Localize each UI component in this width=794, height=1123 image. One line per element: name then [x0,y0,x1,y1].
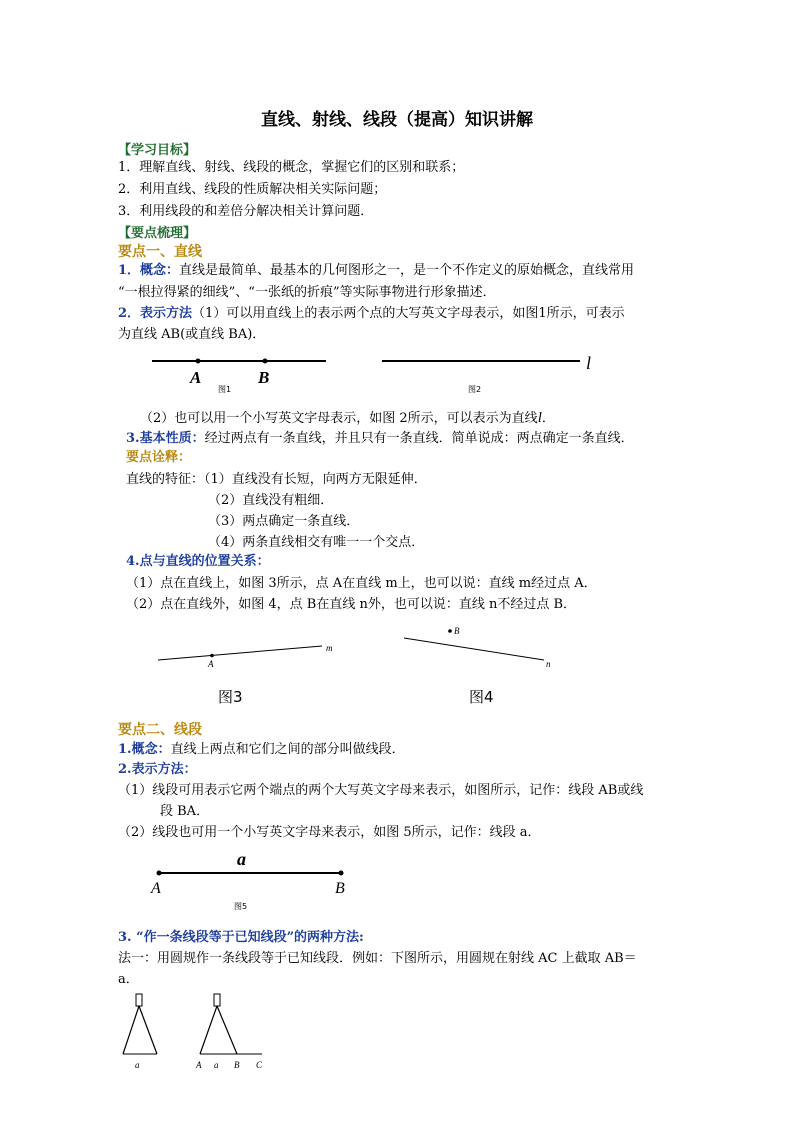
fig3-line-label: m [326,643,333,653]
fig5-caption: 图5 [234,902,248,911]
label-endpoint-b: B [335,880,345,897]
method1-text-2: a． [118,972,139,987]
concept-label: 1．概念： [118,263,180,278]
label-seg-a: a [237,849,246,869]
compass-leg-1a [123,1006,139,1054]
goal-item: 3．利用线段的和差倍分解决相关计算问题． [118,204,374,219]
goal-item: 1．理解直线、射线、线段的概念，掌握它们的区别和联系； [118,160,465,175]
summary-header: 【要点梳理】 [118,226,197,241]
note-label: 要点诠释： [126,450,192,465]
section-heading-segment: 要点二、线段 [118,722,202,738]
fig3-caption: 图3 [218,688,243,706]
property-label: 3.基本性质： [126,431,205,446]
method1-text: 法一：用圆规作一条线段等于已知线段．例如：下图所示，用圆规在射线 AC 上截取 AB＝ [118,951,637,966]
features-intro: 直线的特征：（1）直线没有长短，向两方无限延伸． [126,472,427,487]
seg-concept-label: 1.概念： [118,742,171,757]
fig4-point-label: B [454,626,460,636]
repr-line [118,304,625,324]
concept-text: 直线是最简单、最基本的几何图形之一，是一个不作定义的原始概念，直线常用 [179,263,635,278]
repr-text: （1）可以用直线上的表示两个点的大写英文字母表示，如图1所示，可表示 [192,306,625,321]
compass-label: B [234,1060,240,1070]
method-label: 3. “作一条线段等于已知线段”的两种方法: [118,930,364,945]
seg-concept-line [118,740,405,760]
compass-leg-2b [217,1006,237,1054]
relation-label: 4.点与直线的位置关系： [126,554,270,569]
goals-header: 【学习目标】 [118,143,197,158]
property-line [126,429,634,449]
seg-repr-item: （1）线段可用表示它两个端点的两个大写英文字母来表示，如图所示，记作：线段 AB或线 [118,783,644,798]
goal-item: 2．利用直线、线段的性质解决相关实际问题； [118,182,387,197]
seg-concept-text: 直线上两点和它们之间的部分叫做线段． [170,742,405,757]
seg-repr-item: 段 BA． [160,804,210,819]
line-m [158,646,322,660]
line-n [404,638,544,660]
figure-3-4 [150,620,570,675]
feature-item: （2）直线没有粗细． [208,493,334,508]
concept-text-2: “一根拉得紧的细线”、“一张纸的折痕”等实际事物进行形象描述． [118,285,496,300]
compass-label: A [196,1060,202,1070]
feature-item: （4）两条直线相交有唯一一个交点． [208,535,425,550]
repr2-end: ． [541,411,555,426]
endpoint-b [339,871,344,876]
fig3-point-label: A [208,659,214,669]
compass-head-1 [136,994,142,1006]
compass-leg-2a [200,1006,217,1054]
point-b-dot [263,359,268,364]
seg-repr-item: （2）线段也可用一个小写英文字母来表示，如图 5所示，记作：线段 a． [118,825,541,840]
seg-repr-label: 2.表示方法： [118,762,197,777]
section-heading-line: 要点一、直线 [118,244,202,260]
feature-item: （3）两点确定一条直线． [208,514,360,529]
relation-item: （2）点在直线外，如图 4，点 B在直线 n外，也可以说：直线 n不经过点 B． [126,597,577,612]
repr-text-2: 为直线 AB(或直线 BA)． [118,327,266,342]
endpoint-a [157,871,162,876]
point-b-dot [448,629,452,633]
compass-figure [110,990,280,1075]
concept-line [118,261,634,281]
compass-head-2 [214,994,220,1006]
repr2-var: l [537,410,542,426]
figure-5 [145,845,365,900]
fig4-caption: 图4 [469,688,494,706]
repr-label: 2．表示方法 [118,306,193,321]
property-text: 经过两点有一条直线，并且只有一条直线．简单说成：两点确定一条直线． [204,431,634,446]
point-a-dot [196,359,201,364]
repr2-text: （2）也可以用一个小写英文字母表示，如图 2所示，可以表示为直线 [140,411,538,426]
fig4-line-label: n [546,659,551,669]
compass-label: a [135,1060,140,1070]
fig1-caption: 图1 [218,385,232,394]
repr2-line [140,408,555,429]
point-a-dot [210,654,214,658]
label-b: B [258,368,270,387]
label-l: l [586,353,592,373]
label-a: A [190,368,202,387]
compass-label: C [256,1060,263,1070]
figure-1-2 [140,345,620,400]
relation-item: （1）点在直线上，如图 3所示，点 A在直线 m上，也可以说：直线 m经过点 A． [126,576,597,591]
page-title: 直线、射线、线段（提高）知识讲解 [261,110,533,130]
label-endpoint-a: A [151,880,161,897]
fig2-caption: 图2 [468,385,482,394]
compass-label: a [214,1060,219,1070]
compass-leg-1b [139,1006,157,1054]
